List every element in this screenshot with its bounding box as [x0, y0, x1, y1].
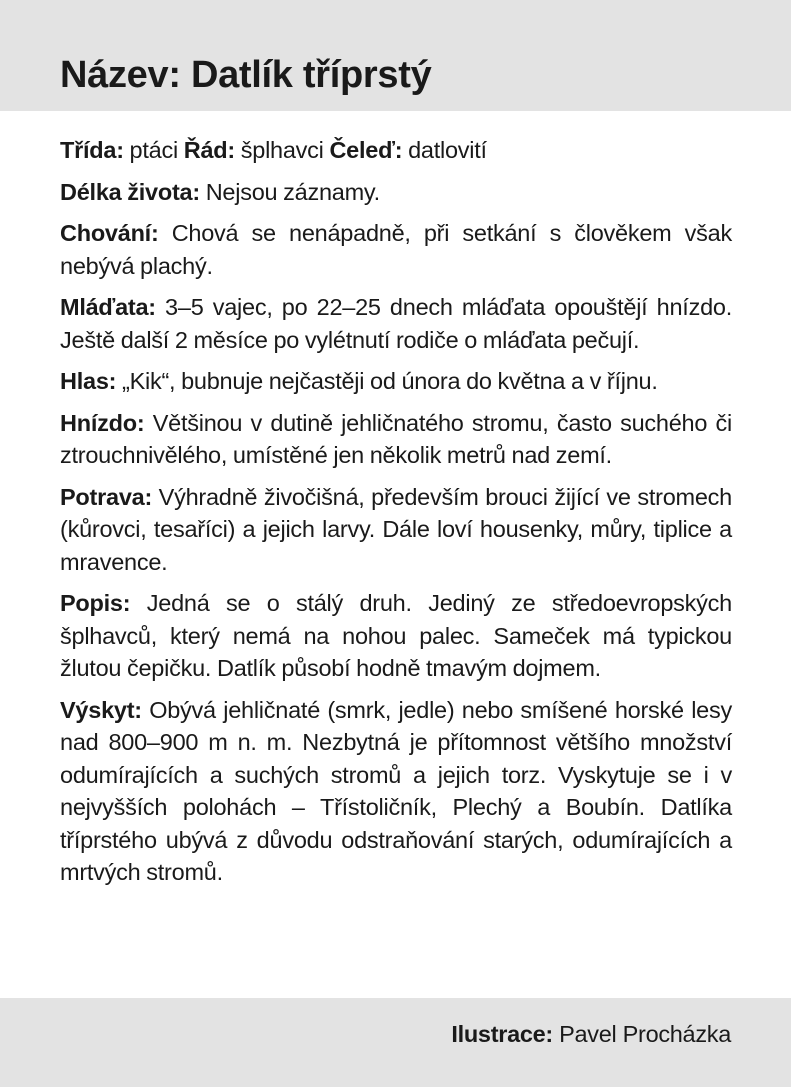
- entry-label: Chování:: [60, 220, 159, 246]
- entry-text: Výhradně živočišná, především brouci žijící ve stromech (kůrovci, tesaříci) a jejich larvy. Dále loví housenky, můry, tiplice a mravence.: [60, 483, 732, 575]
- trida-value: ptáci: [123, 137, 184, 163]
- header-bar: [0, 0, 791, 111]
- trida-label: Třída:: [60, 137, 124, 163]
- entry-label: Hlas:: [60, 368, 117, 394]
- entry-popis: [60, 587, 732, 685]
- entry-text: Jedná se o stálý druh. Jediný ze středoevropských šplhavců, který nemá na nohou palec. Sameček má typickou žlutou čepičku. Datlík působí hodně tmavým dojmem.: [60, 590, 732, 681]
- entry-hnizdo: [60, 407, 732, 472]
- entry-text: „Kik“, bubnuje nejčastěji od února do května a v říjnu.: [116, 368, 658, 394]
- footer-bar: [0, 998, 791, 1087]
- credit-name: Pavel Procházka: [552, 1021, 731, 1047]
- rad-label: Řád:: [183, 137, 235, 163]
- entry-chovani: [60, 217, 732, 282]
- species-card-content: [60, 134, 732, 898]
- entry-mladata: [60, 291, 732, 356]
- entry-label: Výskyt:: [60, 696, 142, 723]
- entry-text: Chová se nenápadně, při setkání s člověkem však nebývá plachý.: [60, 220, 732, 279]
- entry-label: Délka života:: [60, 178, 200, 205]
- celed-value: datlovití: [402, 137, 487, 163]
- entry-delka-zivota: [60, 176, 732, 209]
- entry-vyskyt: [60, 694, 732, 889]
- classification-line: [60, 134, 732, 167]
- entry-label: Popis:: [60, 590, 131, 616]
- entry-label: Hnízdo:: [60, 409, 145, 436]
- entry-text: Obývá jehličnaté (smrk, jedle) nebo smíšené horské lesy nad 800–900 m n. m. Nezbytná je přítomnost většího množství odumírajících a suchých stromů a jejich torz. Vyskytuje se i v nejvyšších polohách – Třístoličník, Plechý a Boubín. Datlíka tříprstého ubývá z důvodu odstraňování starých, odumírajících a mrtvých stromů.: [60, 696, 732, 885]
- entry-label: Potrava:: [60, 483, 153, 510]
- page-title: Název: Datlík tříprstý: [60, 54, 432, 96]
- celed-label: Čeleď:: [329, 137, 403, 163]
- entry-hlas: [60, 365, 732, 398]
- entry-text: 3–5 vajec, po 22–25 dnech mláďata opouštějí hnízdo. Ještě další 2 měsíce po vylétnutí rodiče o mláďata pečují.: [60, 294, 732, 353]
- credit-label: Ilustrace:: [451, 1021, 553, 1047]
- entry-text: Většinou v dutině jehličnatého stromu, často suchého či ztrouchnivělého, umístěné jen několik metrů nad zemí.: [60, 409, 732, 468]
- rad-value: šplhavci: [234, 137, 330, 163]
- illustration-credit: [451, 1018, 731, 1050]
- entry-text: Nejsou záznamy.: [199, 178, 380, 205]
- entry-potrava: [60, 481, 732, 579]
- entry-label: Mláďata:: [60, 294, 156, 320]
